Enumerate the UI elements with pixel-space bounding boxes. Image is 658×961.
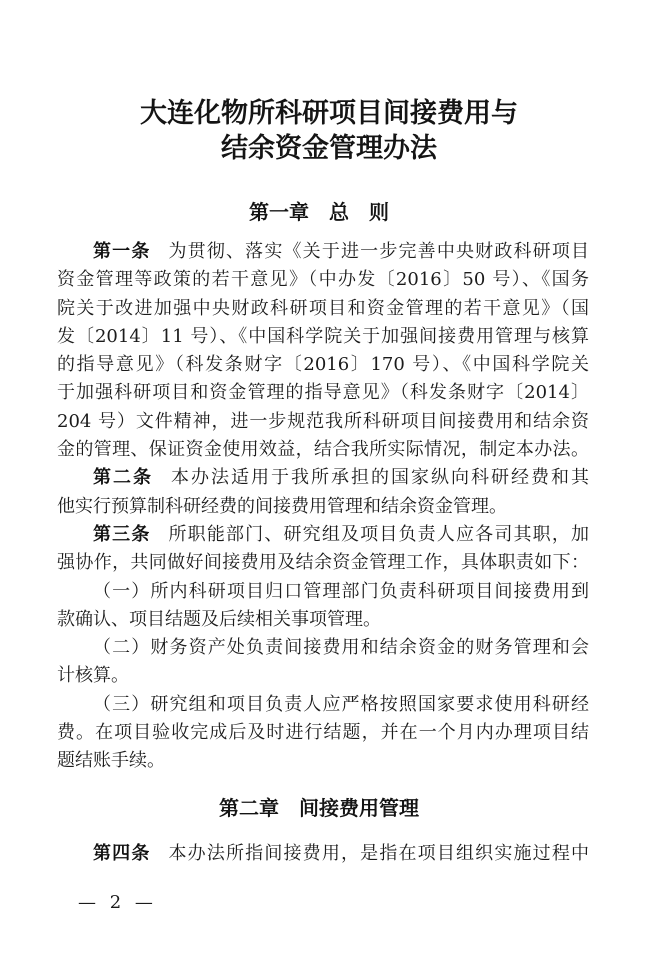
article-3-label: 第三条 bbox=[93, 523, 151, 545]
item-line: （一）所内科研项目归口管理部门负责科研项目间接费用到 bbox=[93, 580, 589, 602]
article-3-line bbox=[57, 521, 589, 549]
article-4-line bbox=[57, 840, 589, 868]
article-1-line: 资金管理等政策的若干意见》（中办发〔2016〕50 号）、《国务 bbox=[57, 269, 589, 291]
item-line: 计核算。 bbox=[57, 665, 129, 687]
article-1-line bbox=[57, 238, 589, 266]
article-2 bbox=[57, 464, 589, 521]
article-3-item-3 bbox=[57, 691, 589, 776]
article-4-label: 第四条 bbox=[93, 843, 151, 864]
article-1-line: 204 号）文件精神，进一步规范我所科研项目间接费用和结余资 bbox=[57, 410, 589, 432]
article-1 bbox=[57, 238, 589, 464]
article-4 bbox=[57, 840, 589, 868]
article-1-label: 第一条 bbox=[93, 241, 151, 262]
article-2-line bbox=[57, 464, 589, 492]
article-3-item-2 bbox=[57, 634, 589, 691]
title-line-2: 结余资金管理办法 bbox=[221, 133, 437, 164]
article-3 bbox=[57, 521, 589, 578]
article-3-text: 所职能部门、研究组及项目负责人应各司其职，加 bbox=[168, 523, 589, 545]
document-title bbox=[0, 96, 658, 166]
article-1-line: 于加强科研项目和资金管理的指导意见》（科发条财字〔2014〕 bbox=[57, 382, 589, 404]
title-line-1: 大连化物所科研项目间接费用与 bbox=[140, 98, 518, 129]
item-line: 款确认、项目结题及后续相关事项管理。 bbox=[57, 608, 381, 630]
chapter-1-heading: 第一章 总 则 bbox=[249, 200, 389, 224]
article-2-text: 本办法适用于我所承担的国家纵向科研经费和其 bbox=[171, 467, 589, 489]
article-1-line: 的指导意见》（科发条财字〔2016〕170 号）、《中国科学院关 bbox=[57, 354, 589, 376]
article-2-label: 第二条 bbox=[93, 467, 153, 489]
chapter-2-heading: 第二章 间接费用管理 bbox=[219, 796, 419, 820]
article-3-item-1 bbox=[57, 578, 589, 635]
article-4-text: 本办法所指间接费用，是指在项目组织实施过程中 bbox=[168, 843, 589, 864]
item-line: （三）研究组和项目负责人应严格按照国家要求使用科研经 bbox=[93, 693, 589, 715]
page-number: — 2 — bbox=[78, 892, 157, 913]
item-line: 费。在项目验收完成后及时进行结题，并在一个月内办理项目结 bbox=[57, 722, 589, 744]
article-1-text: 为贯彻、落实《关于进一步完善中央财政科研项目 bbox=[168, 241, 589, 262]
article-1-line: 发〔2014〕11 号）、《中国科学院关于加强间接费用管理与核算 bbox=[57, 325, 589, 347]
article-1-line: 院关于改进加强中央财政科研项目和资金管理的若干意见》（国 bbox=[57, 297, 589, 319]
article-1-line: 金的管理、保证资金使用效益，结合我所实际情况，制定本办法。 bbox=[57, 439, 589, 461]
item-line: 题结账手续。 bbox=[57, 750, 165, 772]
article-3-line: 强协作，共同做好间接费用及结余资金管理工作，具体职责如下： bbox=[57, 552, 589, 574]
article-2-line: 他实行预算制科研经费的间接费用管理和结余资金管理。 bbox=[57, 495, 507, 517]
chapter-1-body bbox=[57, 238, 589, 776]
item-line: （二）财务资产处负责间接费用和结余资金的财务管理和会 bbox=[93, 637, 589, 659]
chapter-2-body bbox=[57, 840, 589, 868]
